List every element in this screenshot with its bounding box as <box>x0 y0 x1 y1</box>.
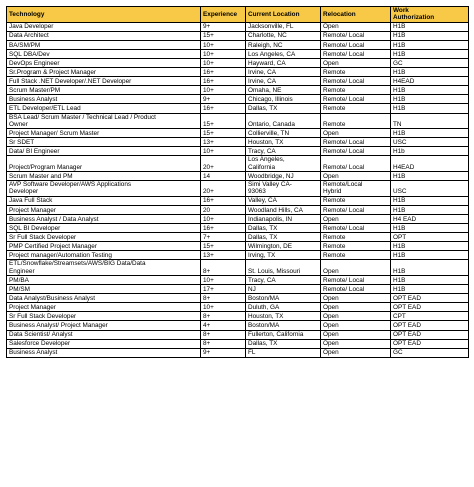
table-row <box>7 95 469 104</box>
cell-current-location: Dallas, TX <box>246 223 321 232</box>
cell-technology: Project Manager <box>7 205 201 214</box>
cell-technology: Business Analyst <box>7 95 201 104</box>
cell-current-location: Tracy, CA <box>246 147 321 156</box>
cell-experience: 8+ <box>201 260 246 276</box>
cell-current-location: Indianapolis, IN <box>246 214 321 223</box>
cell-experience: 20+ <box>201 156 246 172</box>
cell-relocation: Open <box>321 312 391 321</box>
table-row <box>7 251 469 260</box>
cell-current-location: FL <box>246 348 321 357</box>
cell-technology: Project Manager <box>7 303 201 312</box>
cell-experience: 8+ <box>201 294 246 303</box>
table-row <box>7 113 469 129</box>
cell-work-authorization: USC <box>391 138 469 147</box>
cell-relocation: Remote/ Local <box>321 205 391 214</box>
cell-experience: 20+ <box>201 181 246 197</box>
cell-technology: Sr Full Stack Developer <box>7 233 201 242</box>
cell-technology: Scrum Master and PM <box>7 172 201 181</box>
cell-technology: Scrum Master/PM <box>7 86 201 95</box>
table-row <box>7 181 469 197</box>
table-row <box>7 129 469 138</box>
cell-technology: Data Analyst/Business Analyst <box>7 294 201 303</box>
cell-current-location: Dallas, TX <box>246 339 321 348</box>
cell-relocation: Open <box>321 303 391 312</box>
cell-current-location: Los Angeles, California <box>246 156 321 172</box>
cell-current-location: Irving, TX <box>246 251 321 260</box>
cell-technology: SQL BI Developer <box>7 223 201 232</box>
cell-work-authorization: H1B <box>391 86 469 95</box>
cell-current-location: Charlotte, NC <box>246 31 321 40</box>
table-row <box>7 196 469 205</box>
cell-relocation: Remote/Local Hybrid <box>321 181 391 197</box>
cell-relocation: Remote <box>321 104 391 113</box>
table-row <box>7 86 469 95</box>
cell-technology: BA/SM/PM <box>7 40 201 49</box>
cell-current-location: Boston/MA <box>246 321 321 330</box>
cell-relocation: Remote/ Local <box>321 95 391 104</box>
cell-technology: DevOps Engineer <box>7 58 201 67</box>
cell-experience: 10+ <box>201 86 246 95</box>
cell-technology: Business Analyst/ Project Manager <box>7 321 201 330</box>
table-row <box>7 312 469 321</box>
cell-technology: Data Scientist/ Analyst <box>7 330 201 339</box>
table-row <box>7 138 469 147</box>
cell-current-location: Dallas, TX <box>246 104 321 113</box>
cell-current-location: Duluth, GA <box>246 303 321 312</box>
cell-work-authorization: OPT EAD <box>391 339 469 348</box>
table-row <box>7 77 469 86</box>
cell-work-authorization: H1B <box>391 172 469 181</box>
table-row <box>7 68 469 77</box>
cell-relocation: Open <box>321 294 391 303</box>
cell-relocation: Open <box>321 172 391 181</box>
cell-experience: 16+ <box>201 196 246 205</box>
table-row <box>7 330 469 339</box>
cell-technology: Data/ BI Engineer <box>7 147 201 156</box>
cell-work-authorization: H4 EAD <box>391 214 469 223</box>
cell-work-authorization: H1B <box>391 260 469 276</box>
cell-relocation: Open <box>321 260 391 276</box>
table-row <box>7 147 469 156</box>
cell-current-location: Woodland Hills, CA <box>246 205 321 214</box>
cell-technology: Java Full Stack <box>7 196 201 205</box>
cell-experience: 7+ <box>201 233 246 242</box>
cell-current-location: Houston, TX <box>246 312 321 321</box>
cell-experience: 13+ <box>201 138 246 147</box>
cell-technology: ETL/Snowflake/Streamsets/AWS/BIG Data/Data Engineer <box>7 260 201 276</box>
cell-work-authorization: GC <box>391 58 469 67</box>
header-row <box>7 7 469 23</box>
cell-technology: Sr.Program & Project Manager <box>7 68 201 77</box>
table-row <box>7 223 469 232</box>
cell-technology: PM/BA <box>7 275 201 284</box>
cell-experience: 10+ <box>201 49 246 58</box>
cell-experience: 8+ <box>201 339 246 348</box>
cell-experience: 9+ <box>201 95 246 104</box>
cell-work-authorization: H1B <box>391 31 469 40</box>
cell-relocation: Remote <box>321 242 391 251</box>
cell-experience: 15+ <box>201 113 246 129</box>
cell-work-authorization: CPT <box>391 312 469 321</box>
cell-experience: 10+ <box>201 147 246 156</box>
cell-experience: 8+ <box>201 330 246 339</box>
cell-technology: Java Developer <box>7 22 201 31</box>
cell-relocation: Remote <box>321 68 391 77</box>
cell-relocation: Remote/ Local <box>321 285 391 294</box>
cell-work-authorization: H1B <box>391 205 469 214</box>
table-row <box>7 260 469 276</box>
cell-technology: Data Architect <box>7 31 201 40</box>
cell-relocation: Remote <box>321 233 391 242</box>
table-row <box>7 31 469 40</box>
table-row <box>7 22 469 31</box>
table-row <box>7 285 469 294</box>
table-row <box>7 214 469 223</box>
cell-relocation: Remote/ Local <box>321 31 391 40</box>
cell-current-location: Ontario, Canada <box>246 113 321 129</box>
cell-current-location: Raleigh, NC <box>246 40 321 49</box>
cell-work-authorization: H1B <box>391 129 469 138</box>
cell-current-location: Valley, CA <box>246 196 321 205</box>
cell-work-authorization: H1B <box>391 95 469 104</box>
cell-current-location: Boston/MA <box>246 294 321 303</box>
cell-relocation: Remote <box>321 113 391 129</box>
cell-relocation: Remote/ Local <box>321 77 391 86</box>
cell-work-authorization: H1B <box>391 223 469 232</box>
cell-work-authorization: OPT <box>391 233 469 242</box>
table-row <box>7 303 469 312</box>
table-body <box>7 22 469 357</box>
table-row <box>7 156 469 172</box>
cell-experience: 16+ <box>201 223 246 232</box>
cell-current-location: Hayward, CA <box>246 58 321 67</box>
header-relocation: Relocation <box>321 7 391 23</box>
cell-current-location: Tracy, CA <box>246 275 321 284</box>
cell-current-location: Chicago, Illinois <box>246 95 321 104</box>
cell-work-authorization: H1b <box>391 147 469 156</box>
cell-technology: AVP Software Developer/AWS Applications Developer <box>7 181 201 197</box>
header-current-location: Current Location <box>246 7 321 23</box>
cell-experience: 17+ <box>201 285 246 294</box>
cell-relocation: Open <box>321 129 391 138</box>
cell-relocation: Open <box>321 321 391 330</box>
cell-technology: Sr SDET <box>7 138 201 147</box>
cell-experience: 16+ <box>201 77 246 86</box>
cell-relocation: Open <box>321 22 391 31</box>
cell-experience: 16+ <box>201 68 246 77</box>
table-row <box>7 233 469 242</box>
cell-current-location: Omaha, NE <box>246 86 321 95</box>
cell-work-authorization: OPT EAD <box>391 303 469 312</box>
cell-work-authorization: H1B <box>391 68 469 77</box>
cell-relocation: Open <box>321 330 391 339</box>
cell-current-location: Irvine, CA <box>246 77 321 86</box>
cell-experience: 9+ <box>201 22 246 31</box>
cell-relocation: Remote/ Local <box>321 138 391 147</box>
cell-work-authorization: OPT EAD <box>391 294 469 303</box>
cell-current-location: Los Angeles, CA <box>246 49 321 58</box>
table-row <box>7 58 469 67</box>
header-technology: Technology <box>7 7 201 23</box>
cell-technology: Salesforce Developer <box>7 339 201 348</box>
cell-technology: BSA Lead/ Scrum Master / Technical Lead / Product Owner <box>7 113 201 129</box>
header-work-authorization: Work Authorization <box>391 7 469 23</box>
cell-experience: 10+ <box>201 275 246 284</box>
cell-current-location: Woodbridge, NJ <box>246 172 321 181</box>
cell-relocation: Remote/ Local <box>321 49 391 58</box>
cell-work-authorization: H1B <box>391 49 469 58</box>
cell-technology: SQL DBA/Dev <box>7 49 201 58</box>
cell-relocation: Remote/ Local <box>321 275 391 284</box>
cell-experience: 10+ <box>201 40 246 49</box>
cell-experience: 13+ <box>201 251 246 260</box>
cell-work-authorization: H1B <box>391 22 469 31</box>
table-row <box>7 172 469 181</box>
cell-current-location: Houston, TX <box>246 138 321 147</box>
cell-work-authorization: H4EAD <box>391 77 469 86</box>
cell-work-authorization: H1B <box>391 242 469 251</box>
cell-work-authorization: GC <box>391 348 469 357</box>
cell-relocation: Open <box>321 339 391 348</box>
cell-experience: 10+ <box>201 58 246 67</box>
table-row <box>7 40 469 49</box>
cell-relocation: Remote/ Local <box>321 147 391 156</box>
cell-technology: Project manager/Automation Testing <box>7 251 201 260</box>
cell-technology: Business Analyst <box>7 348 201 357</box>
cell-work-authorization: TN <box>391 113 469 129</box>
table-row <box>7 275 469 284</box>
cell-experience: 4+ <box>201 321 246 330</box>
cell-work-authorization: H1B <box>391 251 469 260</box>
cell-relocation: Open <box>321 214 391 223</box>
cell-current-location: Dallas, TX <box>246 233 321 242</box>
cell-relocation: Remote <box>321 86 391 95</box>
cell-work-authorization: H1B <box>391 275 469 284</box>
cell-relocation: Remote <box>321 251 391 260</box>
cell-current-location: Jacksonville, FL <box>246 22 321 31</box>
cell-work-authorization: H1B <box>391 285 469 294</box>
cell-work-authorization: OPT EAD <box>391 330 469 339</box>
cell-technology: PM/SM <box>7 285 201 294</box>
cell-experience: 10+ <box>201 303 246 312</box>
cell-experience: 10+ <box>201 214 246 223</box>
cell-current-location: Irvine, CA <box>246 68 321 77</box>
cell-experience: 20 <box>201 205 246 214</box>
cell-current-location: Simi Valley CA- 93063 <box>246 181 321 197</box>
cell-technology: Project Manager/ Scrum Master <box>7 129 201 138</box>
table-row <box>7 321 469 330</box>
header-experience: Experience <box>201 7 246 23</box>
table-row <box>7 205 469 214</box>
cell-relocation: Remote/ Local <box>321 156 391 172</box>
table-row <box>7 242 469 251</box>
cell-relocation: Remote/ Local <box>321 40 391 49</box>
cell-work-authorization: H1B <box>391 104 469 113</box>
cell-relocation: Remote <box>321 196 391 205</box>
cell-relocation: Open <box>321 348 391 357</box>
cell-current-location: St. Louis, Missouri <box>246 260 321 276</box>
table-row <box>7 339 469 348</box>
cell-current-location: Fullerton, California <box>246 330 321 339</box>
table-row <box>7 294 469 303</box>
cell-current-location: NJ <box>246 285 321 294</box>
cell-work-authorization: H4EAD <box>391 156 469 172</box>
cell-work-authorization: H1B <box>391 40 469 49</box>
table-row <box>7 104 469 113</box>
cell-technology: PMP Certified Project Manager <box>7 242 201 251</box>
cell-work-authorization: OPT EAD <box>391 321 469 330</box>
cell-current-location: Wilmington, DE <box>246 242 321 251</box>
cell-current-location: Collierville, TN <box>246 129 321 138</box>
cell-work-authorization: USC <box>391 181 469 197</box>
cell-technology: ETL Developer/ETL Lead <box>7 104 201 113</box>
cell-experience: 8+ <box>201 312 246 321</box>
table-row <box>7 348 469 357</box>
cell-experience: 15+ <box>201 242 246 251</box>
cell-experience: 9+ <box>201 348 246 357</box>
cell-experience: 16+ <box>201 104 246 113</box>
candidate-table <box>6 6 469 358</box>
cell-experience: 15+ <box>201 129 246 138</box>
cell-relocation: Open <box>321 58 391 67</box>
cell-experience: 14 <box>201 172 246 181</box>
cell-experience: 15+ <box>201 31 246 40</box>
cell-technology: Full Stack .NET Developer/.NET Developer <box>7 77 201 86</box>
cell-technology: Sr Full Stack Developer <box>7 312 201 321</box>
cell-technology: Project/Program Manager <box>7 156 201 172</box>
cell-work-authorization: H1B <box>391 196 469 205</box>
table-row <box>7 49 469 58</box>
cell-relocation: Remote/ Local <box>321 223 391 232</box>
cell-technology: Business Analyst / Data Analyst <box>7 214 201 223</box>
